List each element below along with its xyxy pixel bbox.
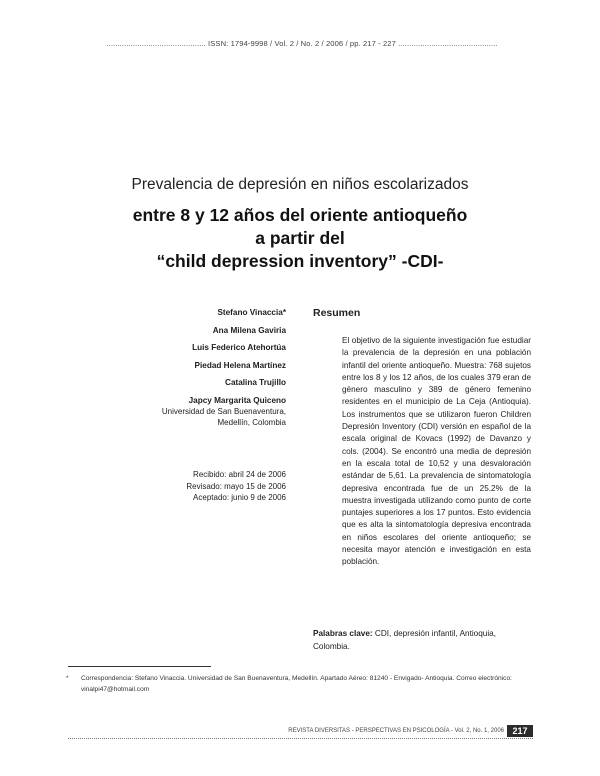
footnote xyxy=(66,674,536,695)
title-line-1: Prevalencia de depresión en niños escolarizados xyxy=(131,176,469,193)
keywords-label: Palabras clave: xyxy=(313,629,373,638)
affiliation-line-2: Medellín, Colombia xyxy=(217,417,286,427)
running-footer: REVISTA DIVERSITAS - PERSPECTIVAS EN PSICOLOGÍA - Vol. 2, No. 1, 2006 xyxy=(288,728,504,734)
author-name: Piedad Helena Martínez xyxy=(194,360,286,370)
keywords xyxy=(313,627,533,653)
author-name: Ana Milena Gaviria xyxy=(212,325,286,335)
date-revised: Revisado: mayo 15 de 2006 xyxy=(186,481,286,491)
abstract-heading: Resumen xyxy=(313,307,361,319)
footnote-mark: * xyxy=(66,675,69,682)
main-title xyxy=(0,204,600,273)
author-name: Catalina Trujillo xyxy=(225,378,286,387)
date-accepted: Aceptado: junio 9 de 2006 xyxy=(193,493,286,502)
author-name: Stefano Vinaccia* xyxy=(217,308,286,317)
affiliation-line-1: Universidad de San Buenaventura, xyxy=(161,406,286,416)
title-line-2: entre 8 y 12 años del oriente antioqueño xyxy=(132,205,468,225)
title-line-4: “child depression inventory” -CDI- xyxy=(156,251,444,271)
submission-dates xyxy=(110,469,286,504)
author-name: Japcy Margarita Quiceno xyxy=(188,395,286,405)
journal-header: ............................................. ISSN: 1794-9998 / Vol. 2 / No. 2 / 2006 / pp. 217 - 227 ............................................. xyxy=(106,39,498,48)
footnote-text: Correspondencia: Stefano Vinaccia. Universidad de San Buenaventura, Medellín. Apartado Aéreo: 81240 - Envigado- Antioquia. Correo electrónico: vinalpi47@hotmail.com xyxy=(81,675,512,693)
keywords-text: CDI, depresión infantil, Antioquia, Colombia. xyxy=(313,629,496,651)
abstract-body: El objetivo de la siguiente investigación fue estudiar la prevalencia de la depresión en una población infantil del oriente antioqueño. Muestra: 768 sujetos entre los 8 y los 12 años, de los cuales 379 eran de género masculino y 389 de género femenino residentes en el municipio de La Ceja (Antioquia). Los instrumentos que se utilizaron fueron Children Depresión Inventory (CDI) versión en español de la escala original de Kovacs (1992) de Davanzo y cols. (2004). Se encontró una media de depresión en la escala total de 10,52 y una desvaloración estándar de 5,61. La prevalencia de sintomatología depresiva encontrada fue de un 25.2% de la muestra investigada utilizando como punto de corte puntajes superiores a los 17 puntos. Esto evidencia que es alta la sintomatología depresiva encontrada en niños escolares del oriente antioqueño; se necesita mayor atención e investigación en esta población. xyxy=(342,336,531,567)
title-line-3: a partir del xyxy=(255,228,345,248)
page-number: 217 xyxy=(507,725,533,737)
date-received: Recibido: abril 24 de 2006 xyxy=(193,470,286,479)
author-list xyxy=(110,308,286,428)
author-name: Luis Federico Atehortúa xyxy=(192,343,286,352)
footer-divider xyxy=(68,738,533,739)
footnote-rule xyxy=(68,666,211,667)
